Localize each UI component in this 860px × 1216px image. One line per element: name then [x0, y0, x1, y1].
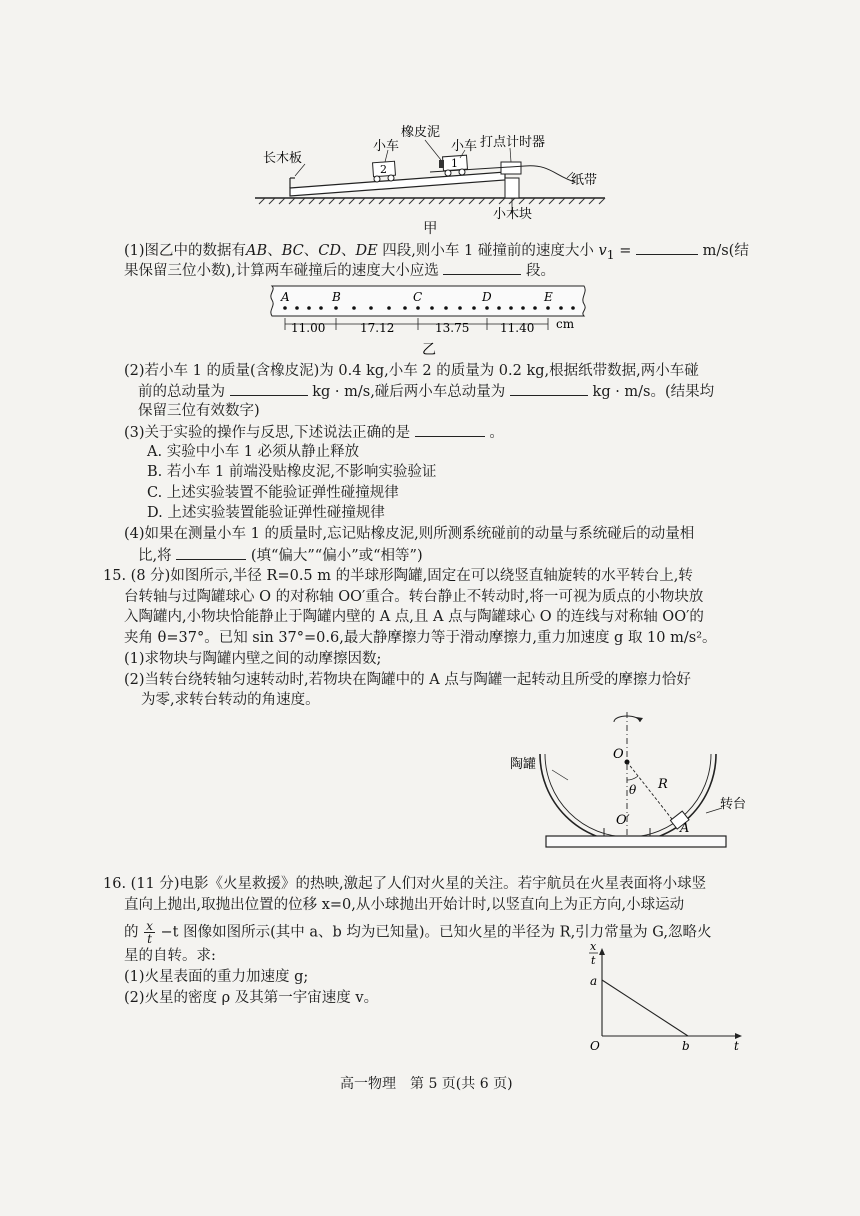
- q14-part2-line2: 前的总动量为 kg · m/s,碰后两小车总动量为 kg · m/s。(结果均: [138, 381, 714, 402]
- answer-blank-v1[interactable]: [636, 240, 698, 255]
- graph-x-label: t: [734, 1039, 739, 1053]
- q15-sub1: (1)求物块与陶罐内壁之间的动摩擦因数;: [124, 651, 382, 667]
- answer-blank-choice[interactable]: [415, 422, 485, 437]
- answer-blank-compare[interactable]: [176, 545, 246, 560]
- q15-line1: 15. (8 分)如图所示,半径 R=0.5 m 的半球形陶罐,固定在可以绕竖直轴旋转的水平转台上,转: [103, 568, 693, 584]
- graph-origin: O: [590, 1039, 600, 1053]
- q14-part1-line1: (1)图乙中的数据有AB、BC、CD、DE 四段,则小车 1 碰撞前的速度大小 $v_1 = m/s$(结: [124, 240, 749, 265]
- cart2-number: 2: [380, 163, 387, 176]
- q14-option-d: D. 上述实验装置能验证弹性碰撞规律: [147, 505, 385, 521]
- figure-yi: [262, 280, 592, 362]
- q15-line2: 台转轴与过陶罐球心 O 的对称轴 OO′重合。转台静止不转动时,将一可视为质点的小物块放: [124, 589, 704, 605]
- tape-point-c: C: [413, 290, 423, 304]
- tape-unit: cm: [556, 317, 575, 331]
- q16-line4: 星的自转。求:: [124, 948, 216, 964]
- q14-part3-stem: (3)关于实验的操作与反思,下述说法正确的是 。: [124, 422, 504, 443]
- segment-de: 11.40: [500, 321, 535, 335]
- segment-cd: 13.75: [435, 321, 470, 335]
- q14-option-c: C. 上述实验装置不能验证弹性碰撞规律: [147, 485, 399, 501]
- q16-line3: 的 $\frac{x}{t}$ −t 图像如图所示(其中 a、b 均为已知量)。已知火星的半径为 R,引力常量为 G,忽略火: [124, 919, 712, 946]
- q14-part1-line2: 果保留三位小数),计算两车碰撞后的速度大小应选 段。: [124, 260, 555, 281]
- label-putty: 橡皮泥: [401, 125, 441, 140]
- label-cart2: 小车: [373, 139, 400, 154]
- answer-blank-p-after[interactable]: [510, 381, 588, 396]
- label-block: 小木块: [493, 207, 533, 222]
- q14-part4-line1: (4)如果在测量小车 1 的质量时,忘记贴橡皮泥,则所测系统碰前的动量与系统碰后的动量相: [124, 526, 695, 542]
- answer-blank-p-before[interactable]: [230, 381, 308, 396]
- pot-label-o: O: [613, 747, 624, 762]
- graph-line: [602, 980, 688, 1036]
- segment-bc: 17.12: [360, 321, 395, 335]
- pot-label-r: R: [658, 777, 668, 792]
- cart1-number: 1: [451, 157, 458, 170]
- pot-label-pot: 陶罐: [510, 757, 537, 772]
- q16-line1: 16. (11 分)电影《火星救援》的热映,激起了人们对火星的关注。若宇航员在火星表面将小球竖: [103, 876, 707, 892]
- label-long-board: 长木板: [263, 151, 303, 166]
- q14-option-a: A. 实验中小车 1 必须从静止释放: [147, 444, 360, 460]
- q16-line2: 直向上抛出,取抛出位置的位移 x=0,从小球抛出开始计时,以竖直向上为正方向,小球运动: [124, 897, 685, 913]
- graph-label-a: a: [590, 974, 598, 988]
- segment-ab: 11.00: [291, 321, 326, 335]
- figure-q16-graph: [582, 940, 752, 1056]
- q14-part2-line1: (2)若小车 1 的质量(含橡皮泥)为 0.4 kg,小车 2 的质量为 0.2 kg,根据纸带数据,两小车碰: [124, 363, 699, 379]
- q14-part2-line3: 保留三位有效数字): [138, 403, 260, 419]
- q15-line3: 入陶罐内,小物块恰能静止于陶罐内壁的 A 点,且 A 点与陶罐球心 O 的连线与对称轴 OO′的: [124, 609, 704, 625]
- label-tape: 纸带: [571, 173, 598, 188]
- q15-sub2-line1: (2)当转台绕转轴匀速转动时,若物块在陶罐中的 A 点与陶罐一起转动且所受的摩擦力恰好: [124, 672, 691, 688]
- graph-y-label-den: t: [591, 954, 596, 967]
- fraction-x-over-t: $\frac{x}{t}$: [146, 919, 153, 946]
- pot-label-a: A: [680, 821, 690, 836]
- page-footer: 高一物理 第 5 页(共 6 页): [340, 1076, 513, 1092]
- tape-point-d: D: [482, 290, 492, 304]
- graph-label-b: b: [682, 1039, 690, 1053]
- q14-option-b: B. 若小车 1 前端没贴橡皮泥,不影响实验验证: [147, 464, 437, 480]
- q15-line4: 夹角 θ=37°。已知 sin 37°=0.6,最大静摩擦力等于滑动摩擦力,重力加速度 g 取 10 m/s²。: [124, 630, 717, 646]
- pot-label-o-prime: O′: [616, 813, 630, 828]
- graph-y-label-num: x: [590, 940, 597, 953]
- tape-point-e: E: [544, 290, 553, 304]
- q16-sub2: (2)火星的密度 ρ 及其第一宇宙速度 v。: [124, 990, 379, 1006]
- tape-point-a: A: [281, 290, 290, 304]
- q15-sub2-line2: 为零,求转台转动的角速度。: [141, 692, 320, 708]
- figure-q15-pot: [510, 708, 760, 860]
- answer-blank-segment[interactable]: [443, 260, 521, 275]
- label-timer: 打点计时器: [480, 135, 546, 150]
- q14-part4-line2: 比,将 (填“偏大”“偏小”或“相等”): [138, 545, 423, 566]
- q16-sub1: (1)火星表面的重力加速度 g;: [124, 969, 309, 985]
- pot-label-theta: θ: [629, 783, 637, 797]
- pot-label-turntable: 转台: [720, 797, 747, 812]
- label-cart1: 小车: [451, 139, 478, 154]
- figure-jia-caption: 甲: [423, 221, 438, 237]
- tape-point-b: B: [332, 290, 341, 304]
- figure-yi-caption: 乙: [422, 342, 436, 358]
